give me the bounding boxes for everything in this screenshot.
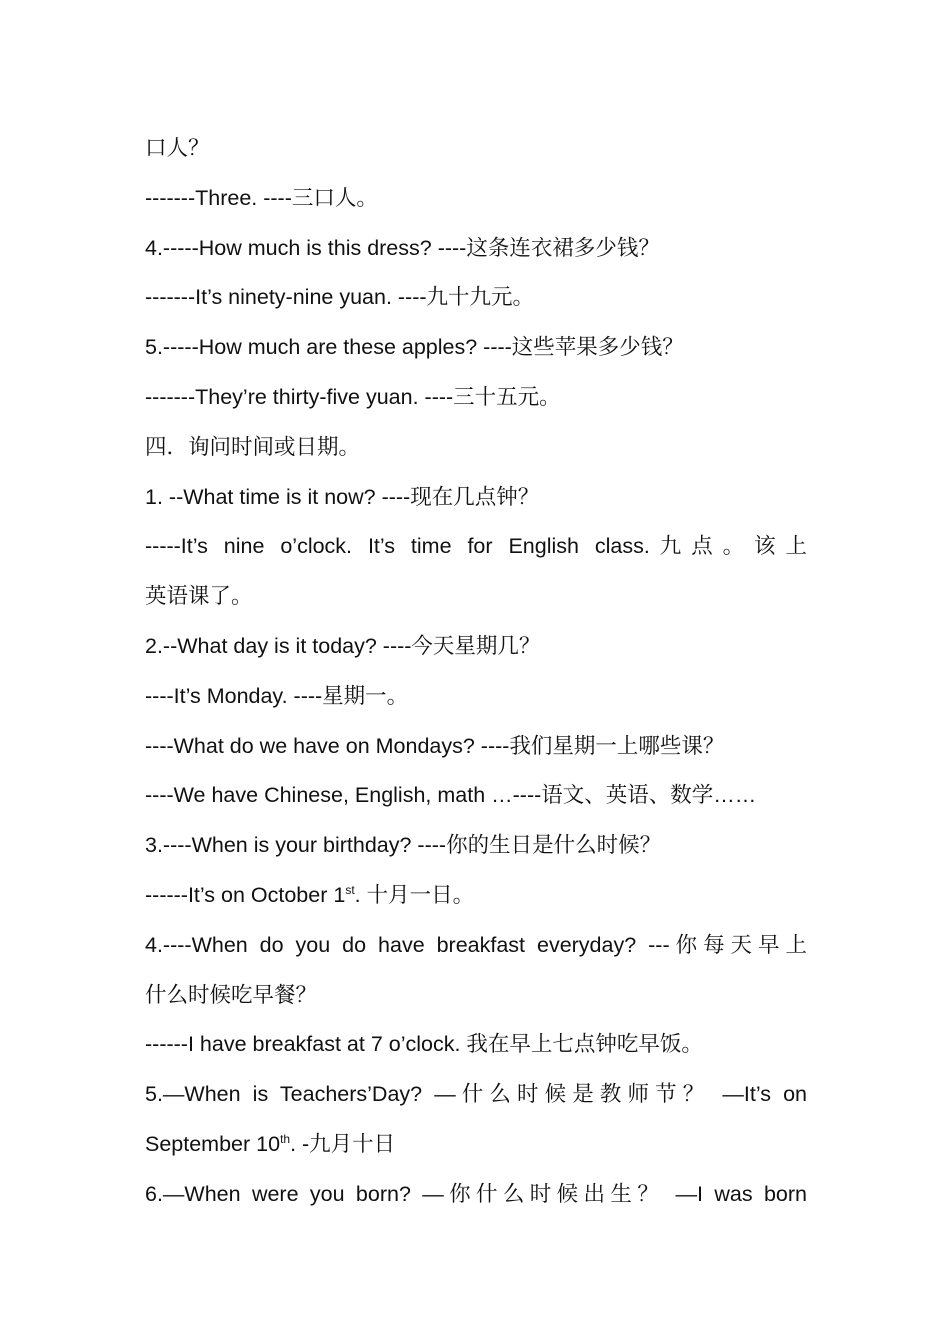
text-line: 英语课了。	[145, 584, 253, 609]
text-line: ----What do we have on Mondays? ----我们星期一上哪些课？	[145, 733, 725, 758]
text-line: 6.—When were you born? —你什么时候出生？ —I was born	[145, 1181, 807, 1206]
text-line: ----We have Chinese, English, math …----语文、英语、数学……	[145, 783, 757, 808]
text-line: 5.-----How much are these apples? ----这些苹果多少钱？	[145, 335, 684, 360]
text-line: 2.--What day is it today? ----今天星期几？	[145, 633, 541, 658]
document-body	[145, 124, 807, 1220]
text-line: ------I have breakfast at 7 o’clock. 我在早上七点钟吃早饭。	[145, 1032, 703, 1057]
text-line: 5.—When is Teachers’Day? —什么时候是教师节？ —It’s on	[145, 1082, 807, 1107]
text-line: 4.----When do you do have breakfast everyday? ---你每天早上	[145, 932, 807, 957]
text-segment: September 10	[145, 1131, 281, 1156]
ordinal-suffix: th	[280, 1131, 291, 1146]
text-line	[145, 1120, 807, 1170]
text-line: -------They’re thirty-five yuan. ----三十五元。	[145, 384, 561, 409]
text-line: 4.-----How much is this dress? ----这条连衣裙多少钱？	[145, 235, 660, 260]
text-segment: ------It’s on October 1	[145, 882, 346, 907]
text-segment: . 十月一日。	[354, 882, 475, 907]
section-heading: 四．询问时间或日期。	[145, 434, 361, 459]
text-line: -------It’s ninety-nine yuan. ----九十九元。	[145, 285, 535, 310]
ordinal-suffix: st	[345, 882, 355, 897]
text-line: 口人？	[145, 136, 210, 160]
text-line: 3.----When is your birthday? ----你的生日是什么时候？	[145, 833, 662, 858]
text-segment: . -九月十日	[290, 1131, 396, 1156]
text-line: 1. --What time is it now? ----现在几点钟？	[145, 484, 540, 509]
text-line: 什么时候吃早餐？	[145, 982, 318, 1007]
text-line	[145, 871, 807, 921]
text-line: -------Three. ----三口人。	[145, 185, 378, 210]
text-line: ----It’s Monday. ----星期一。	[145, 683, 409, 708]
text-line: -----It’s nine o’clock. It’s time for English class.九点。该上	[145, 534, 807, 559]
